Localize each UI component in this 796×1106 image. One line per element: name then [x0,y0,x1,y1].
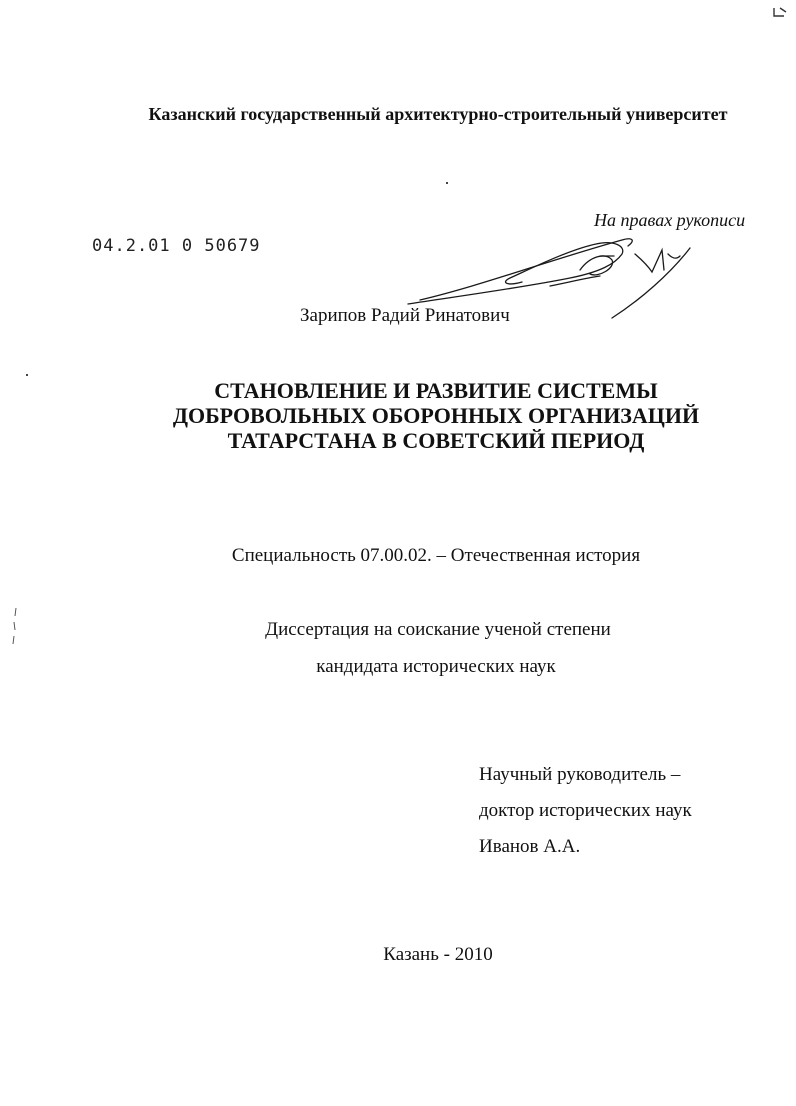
supervisor-degree: доктор исторических наук [479,800,692,821]
margin-mark-icon [10,606,20,646]
specialty-line: Специальность 07.00.02. – Отечественная история [231,545,641,566]
degree-line: Диссертация на соискание ученой степени [265,619,611,640]
registration-stamp-number: 04.2.01 0 50679 [92,236,261,256]
supervisor-name: Иванов А.А. [479,836,581,857]
author-name: Зарипов Радий Ринатович [300,305,510,326]
dissertation-title-line: ДОБРОВОЛЬНЫХ ОБОРОННЫХ ОРГАНИЗАЦИЙ [172,403,700,428]
corner-mark-icon [770,4,790,20]
manuscript-rights-note: На правах рукописи [594,210,746,230]
university-name: Казанский государственный архитектурно-строительный университет [148,104,728,124]
city-year: Казань - 2010 [383,944,493,965]
dissertation-title-line: СТАНОВЛЕНИЕ И РАЗВИТИЕ СИСТЕМЫ [214,378,658,403]
scan-speck [26,374,28,376]
scan-speck [446,182,448,184]
dissertation-title-line: ТАТАРСТАНА В СОВЕТСКИЙ ПЕРИОД [227,428,645,453]
supervisor-role: Научный руководитель – [479,764,681,785]
degree-line: кандидата исторических наук [316,656,556,677]
